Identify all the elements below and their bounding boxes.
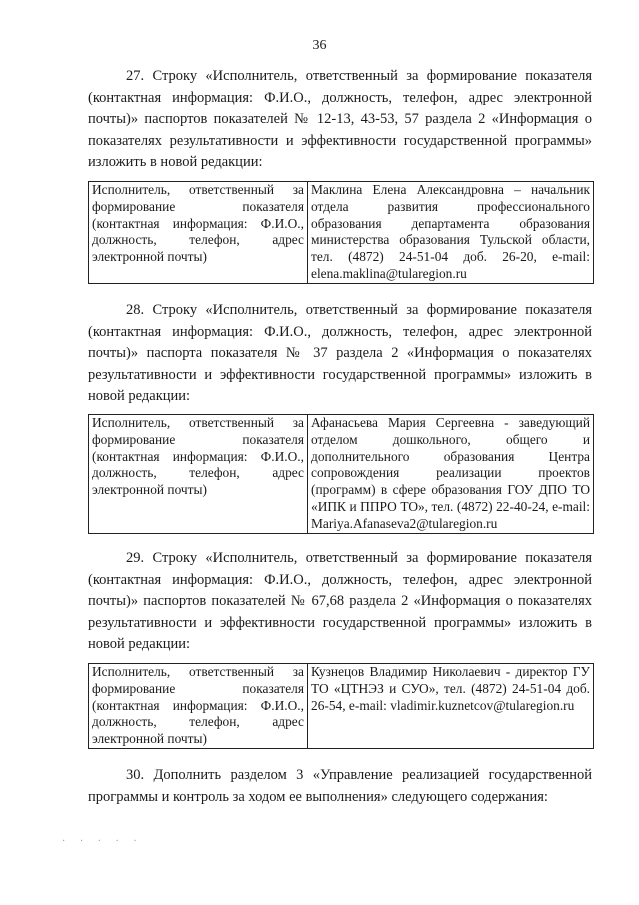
table-cell-value: Кузнецов Владимир Николаевич - директор ГУ ТО «ЦТНЭЗ и СУО», тел. (4872) 24-51-04 доб. 26-54, e-mail: vladimir.kuznetcov@tularegion.ru (308, 664, 594, 749)
replacement-table-item-29 (88, 663, 594, 749)
table-cell-label: Исполнитель, ответственный за формирование показателя (контактная информация: Ф.И.О., должность, телефон, адрес электронной почты) (89, 664, 308, 749)
table-cell-value: Маклина Елена Александровна – начальник отдела развития профессионального образования департамента образования министерства образования Тульской области, тел. (4872) 24-51-04 доб. 26-20, e-mail: elena.maklina@tularegion.ru (308, 182, 594, 284)
paragraph-item-27: 27. Строку «Исполнитель, ответственный за формирование показателя (контактная информация: Ф.И.О., должность, телефон, адрес электронной почты)» паспортов показателей № 12-13, 43-53, 57 раздела 2 «Информация о показателях результативности и эффективности государственной программы» изложить в новой редакции: (88, 68, 592, 170)
table-row (89, 182, 594, 284)
table-cell-value: Афанасьева Мария Сергеевна - заведующий отделом дошкольного, общего и дополнительного образования Центра сопровождения реализации проектов (программ) в сфере образования ГОУ ДПО ТО «ИПК и ППРО ТО», тел. (4872) 22-40-24, e-mail: Mariya.Afanaseva2@tularegion.ru (308, 415, 594, 534)
replacement-table-item-27 (88, 181, 594, 284)
table-cell-label: Исполнитель, ответственный за формирование показателя (контактная информация: Ф.И.О., должность, телефон, адрес электронной почты) (89, 415, 308, 534)
table-cell-label: Исполнитель, ответственный за формирование показателя (контактная информация: Ф.И.О., должность, телефон, адрес электронной почты) (89, 182, 308, 284)
paragraph-item-30: 30. Дополнить разделом 3 «Управление реализацией государственной программы и контроль за ходом ее выполнения» следующего содержания: (88, 767, 592, 805)
paragraph-item-28: 28. Строку «Исполнитель, ответственный за формирование показателя (контактная информация: Ф.И.О., должность, телефон, адрес электронной почты)» паспорта показателя № 37 раздела 2 «Информация о показателях результативности и эффективности государственной программы» изложить в новой редакции: (88, 302, 592, 404)
paragraph-item-29: 29. Строку «Исполнитель, ответственный за формирование показателя (контактная информация: Ф.И.О., должность, телефон, адрес электронной почты)» паспортов показателей № 67,68 раздела 2 «Информация о показателях результативности и эффективности государственной программы» изложить в новой редакции: (88, 550, 592, 652)
table-row (89, 664, 594, 749)
replacement-table-item-28 (88, 414, 594, 534)
page-number: 36 (312, 38, 327, 53)
table-row (89, 415, 594, 534)
scan-speckles: · · · · · (62, 836, 143, 847)
